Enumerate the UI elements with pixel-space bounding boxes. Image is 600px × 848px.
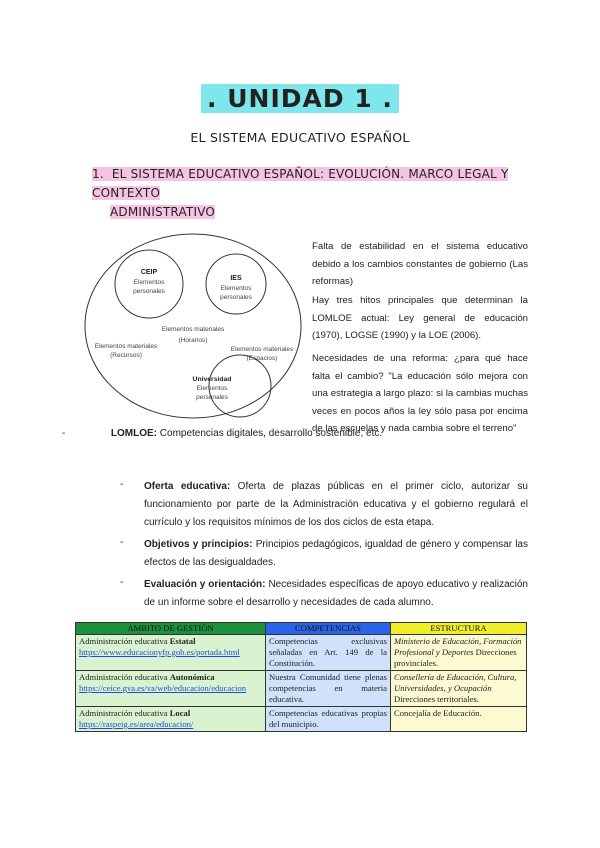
right-label-1: Elementos materiales — [230, 346, 294, 353]
sub-item-objectives-label: Objetivos y principios: — [144, 539, 253, 550]
sub-item-offer-text: Oferta de plazas públicas en el primer ciclo, autorizar su funcionamiento por parte de la Administración educativa y el gobierno regulará el currículo y los requisitos mínimos de los dos ciclos de esta etapa. — [144, 481, 528, 528]
unit-title-text: . UNIDAD 1 . — [201, 84, 399, 113]
ambito-text: Administración educativa Local — [79, 708, 191, 718]
section-number: 1. — [92, 167, 104, 181]
ambito-text: Administración educativa Estatal — [79, 636, 196, 646]
left-label-2: (Recursos) — [110, 352, 142, 359]
left-label-1: Elementos materiales — [94, 343, 158, 350]
administration-table — [75, 622, 527, 732]
cell-competencias: Nuestra Comunidad tiene plenas competencias en materia educativa. — [266, 671, 391, 707]
ies-label: IES — [230, 275, 242, 282]
section-title-line1: EL SISTEMA EDUCATIVO ESPAÑOL: EVOLUCIÓN. MARCO LEGAL Y CONTEXTO — [92, 167, 509, 200]
ies-circle — [206, 254, 266, 314]
univ-sub-2: personales — [196, 394, 228, 401]
unit-title — [0, 84, 600, 113]
ies-sub-2: personales — [220, 294, 252, 301]
univ-sub-1: Elementos — [196, 385, 228, 392]
lomloe-label: LOMLOE: — [110, 428, 158, 439]
ceip-sub-1: Elementos — [133, 279, 165, 286]
cell-estructura — [391, 635, 527, 671]
cell-ambito — [76, 707, 266, 732]
table-row — [76, 635, 527, 671]
estructura-italic: Consellería de Educación, Cultura, Universidades, y Ocupación — [394, 672, 517, 693]
sub-item-evaluation — [144, 576, 528, 612]
lomloe-text: Competencias digitales, desarrollo sostenible, etc. — [157, 428, 383, 439]
ambito-link[interactable]: https://www.educacionyfp.gob.es/portada.html — [79, 647, 240, 657]
header-estructura: ESTRUCTURA — [391, 623, 527, 635]
bullet-dash: - — [62, 428, 66, 439]
sub-item-2-dash: - — [120, 537, 124, 548]
header-competencias: COMPETENCIAS — [266, 623, 391, 635]
paragraph-reform-needs: Necesidades de una reforma: ¿para qué hace falta el cambio? "La educación sólo mejora con una estrategia a largo plazo: si la cambias muchas veces en pocos años la ley sólo pasa por encima de las escuelas y nada cambia sobre el terreno" — [312, 353, 528, 434]
cell-competencias: Competencias exclusivas señaladas en Art. 149 de la Constitución. — [266, 635, 391, 671]
sub-item-objectives — [144, 536, 528, 572]
header-ambito: ÁMBITO DE GESTIÓN — [76, 623, 266, 635]
subtitle: EL SISTEMA EDUCATIVO ESPAÑOL — [190, 130, 410, 145]
right-label-2: (Espacios) — [246, 355, 278, 362]
estructura-italic: Ministerio de Educación, Formación Profesional y Deportes — [394, 636, 522, 657]
school-elements-diagram — [82, 228, 304, 424]
estructura-normal: Direcciones territoriales. — [394, 694, 479, 704]
sub-item-3-dash: - — [120, 577, 124, 588]
ies-sub-1: Elementos — [220, 285, 252, 292]
cell-estructura — [391, 671, 527, 707]
cell-ambito — [76, 671, 266, 707]
sub-item-offer — [144, 478, 528, 532]
ambito-link[interactable]: https://ceice.gva.es/va/web/educacion/educacion — [79, 683, 247, 693]
sub-item-evaluation-label: Evaluación y orientación: — [144, 579, 266, 590]
paragraph-milestones: Hay tres hitos principales que determinan la LOMLOE actual: Ley general de educación (1970), LOGSE (1990) y la LOE (2006). — [312, 295, 528, 341]
ceip-sub-2: personales — [133, 288, 165, 295]
paragraph-instability: Falta de estabilidad en el sistema educativo debido a los cambios constantes de gobierno (Las reformas) — [312, 241, 528, 287]
section-title-line2: ADMINISTRATIVO — [110, 205, 216, 219]
center-label-1: Elementos materiales — [161, 326, 225, 333]
center-label-2: (Horarios) — [178, 337, 208, 344]
section-heading — [92, 165, 532, 222]
section-heading-line1 — [92, 167, 508, 200]
sub-item-evaluation-text: Necesidades específicas de apoyo educativo y realización de un informe sobre el desarrollo y necesidades de cada alumno. — [144, 579, 528, 608]
ambito-link[interactable]: https://raspeig.es/area/educacion/ — [79, 719, 194, 729]
cell-estructura: Concejalía de Educación. — [391, 707, 527, 732]
ceip-label: CEIP — [140, 269, 158, 276]
table-header-row — [76, 623, 527, 635]
lomloe-item — [62, 428, 382, 439]
sub-item-objectives-text: Principios pedagógicos, igualdad de género y compensar las efectos de las desigualdades. — [144, 539, 528, 568]
sub-item-1-dash: - — [120, 479, 124, 490]
estructura-normal: Direcciones provinciales. — [394, 647, 517, 668]
cell-competencias: Competencias educativas propias del municipio. — [266, 707, 391, 732]
cell-ambito — [76, 635, 266, 671]
ambito-text: Administración educativa Autonómica — [79, 672, 215, 682]
univ-label: Universidad — [192, 376, 232, 383]
table-row — [76, 707, 527, 732]
sub-item-offer-label: Oferta educativa: — [144, 481, 231, 492]
table-row — [76, 671, 527, 707]
